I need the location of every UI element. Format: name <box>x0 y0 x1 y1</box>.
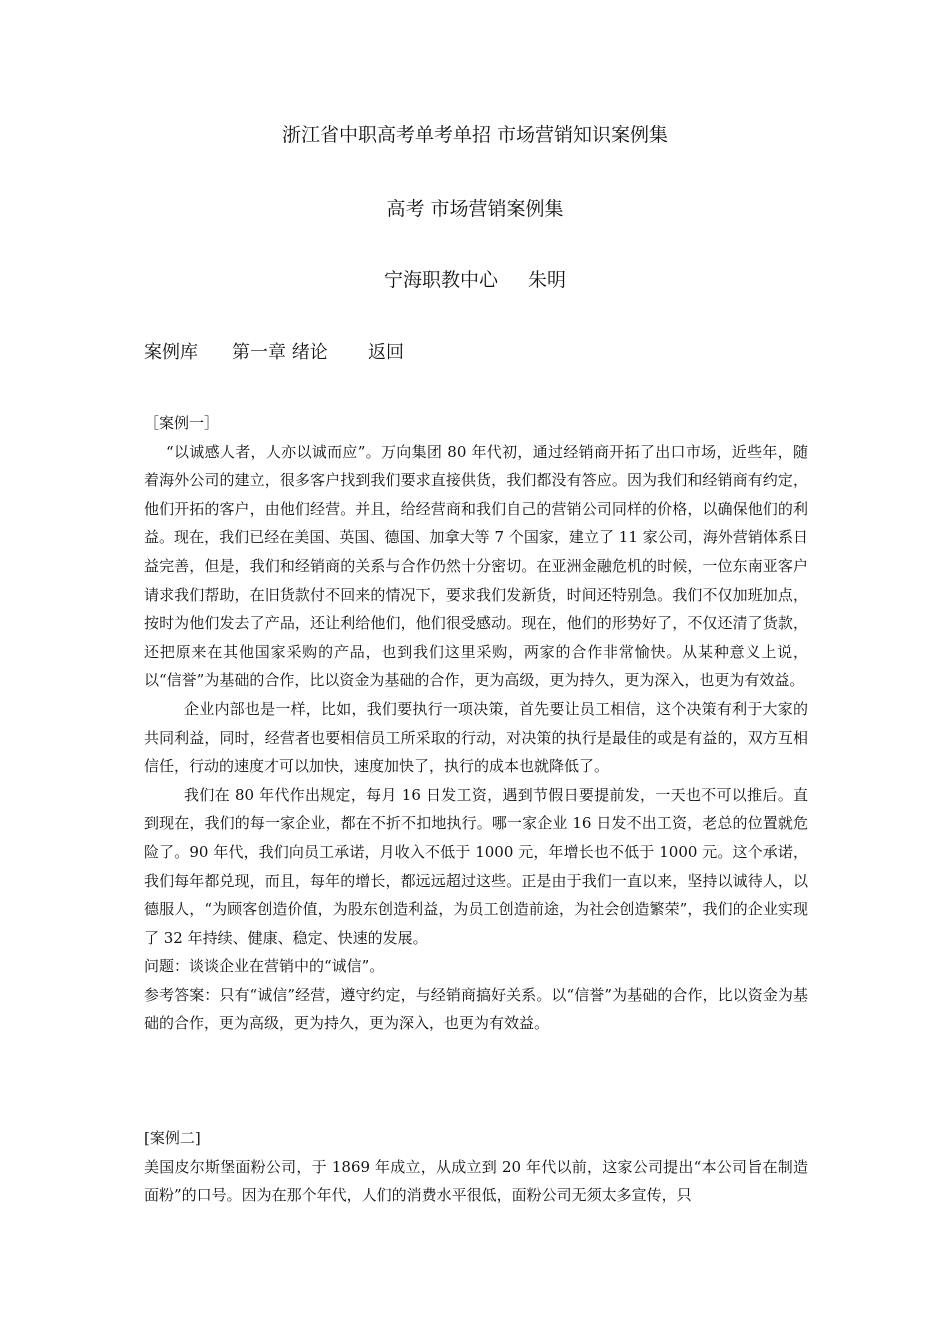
author-org: 宁海职教中心 <box>383 269 498 291</box>
case-one <box>144 409 808 1038</box>
case-one-label: ［案例一］ <box>144 414 220 432</box>
author-name: 朱明 <box>528 269 567 291</box>
back-link[interactable]: 返回 <box>368 342 404 363</box>
document-title: 浙江省中职高考单考单招 市场营销知识案例集 <box>281 124 669 146</box>
case-two-paragraph: 美国皮尔斯堡面粉公司，于 1869 年成立，从成立到 20 年代以前，这家公司提出“本公司旨在制造面粉”的口号。因为在那个年代，人们的消费水平很低，面粉公司无须太多宣传，只 <box>144 1157 808 1205</box>
case-one-answer: 参考答案：只有“诚信”经营，遵守约定，与经销商搞好关系。以“信誉”为基础的合作，比以资金为基础的合作，更为高级，更为持久，更为深入，也更为有效益。 <box>144 985 808 1033</box>
document-subtitle: 高考 市场营销案例集 <box>386 198 564 220</box>
case-two-label: [案例二] <box>144 1129 201 1147</box>
case-two <box>144 1124 808 1210</box>
case-one-question: 问题：谈谈企业在营销中的“诚信”。 <box>144 957 385 976</box>
author-line <box>0 267 950 293</box>
case-one-paragraph-1: “以诚感人者，人亦以诚而应”。万向集团 80 年代初，通过经销商开拓了出口市场，近些年，随着海外公司的建立，很多客户找到我们要求直接供货，我们都没有答应。因为我们和经销商有约定，他们开拓的客户，由他们经营。并且，给经营商和我们自己的营销公司同样的价格，以确保他们的利益。现在，我们已经在美国、英国、德国、加拿大等 7 个国家，建立了 11 家公司，海外营销体系日益完善，但是，我们和经销商的关系与合作仍然十分密切。在亚洲金融危机的时候，一位东南亚客户请求我们帮助，在旧货款付不回来的情况下，要求我们发新货，时间还特别急。我们不仅加班加点，按时为他们发去了产品，还让利给他们，他们很受感动。现在，他们的形势好了，不仅还清了货款，还把原来在其他国家采购的产品，也到我们这里采购，两家的合作非常愉快。从某种意义上说，以“信誉”为基础的合作，比以资金为基础的合作，更为高级，更为持久，更为深入，也更为有效益。 <box>144 442 808 690</box>
case-one-paragraph-2: 企业内部也是一样，比如，我们要执行一项决策，首先要让员工相信，这个决策有利于大家的共同利益，同时，经营者也要相信员工所采取的行动，对决策的执行是最佳的或是有益的，双方互相信任，行动的速度才可以加快，速度加快了，执行的成本也就降低了。 <box>144 699 808 776</box>
case-library-link[interactable]: 案例库 <box>144 342 198 363</box>
case-one-paragraph-3: 我们在 80 年代作出规定，每月 16 日发工资，遇到节假日要提前发，一天也不可以推后。直到现在，我们的每一家企业，都在不折不扣地执行。哪一家企业 16 日发不出工资，老总的位置就危险了。90 年代，我们向员工承诺，月收入不低于 1000 元，年增长也不低于 1000 元。这个承诺，我们每年都兑现，而且，每年的增长，都远远超过这些。正是由于我们一直以来，坚持以诚待人，以德服人，“为顾客创造价值，为股东创造利益，为员工创造前途，为社会创造繁荣”，我们的企业实现了 32 年持续、健康、稳定、快速的发展。 <box>144 785 808 947</box>
chapter-heading: 第一章 绪论 <box>232 342 328 363</box>
chapter-nav <box>144 340 404 366</box>
